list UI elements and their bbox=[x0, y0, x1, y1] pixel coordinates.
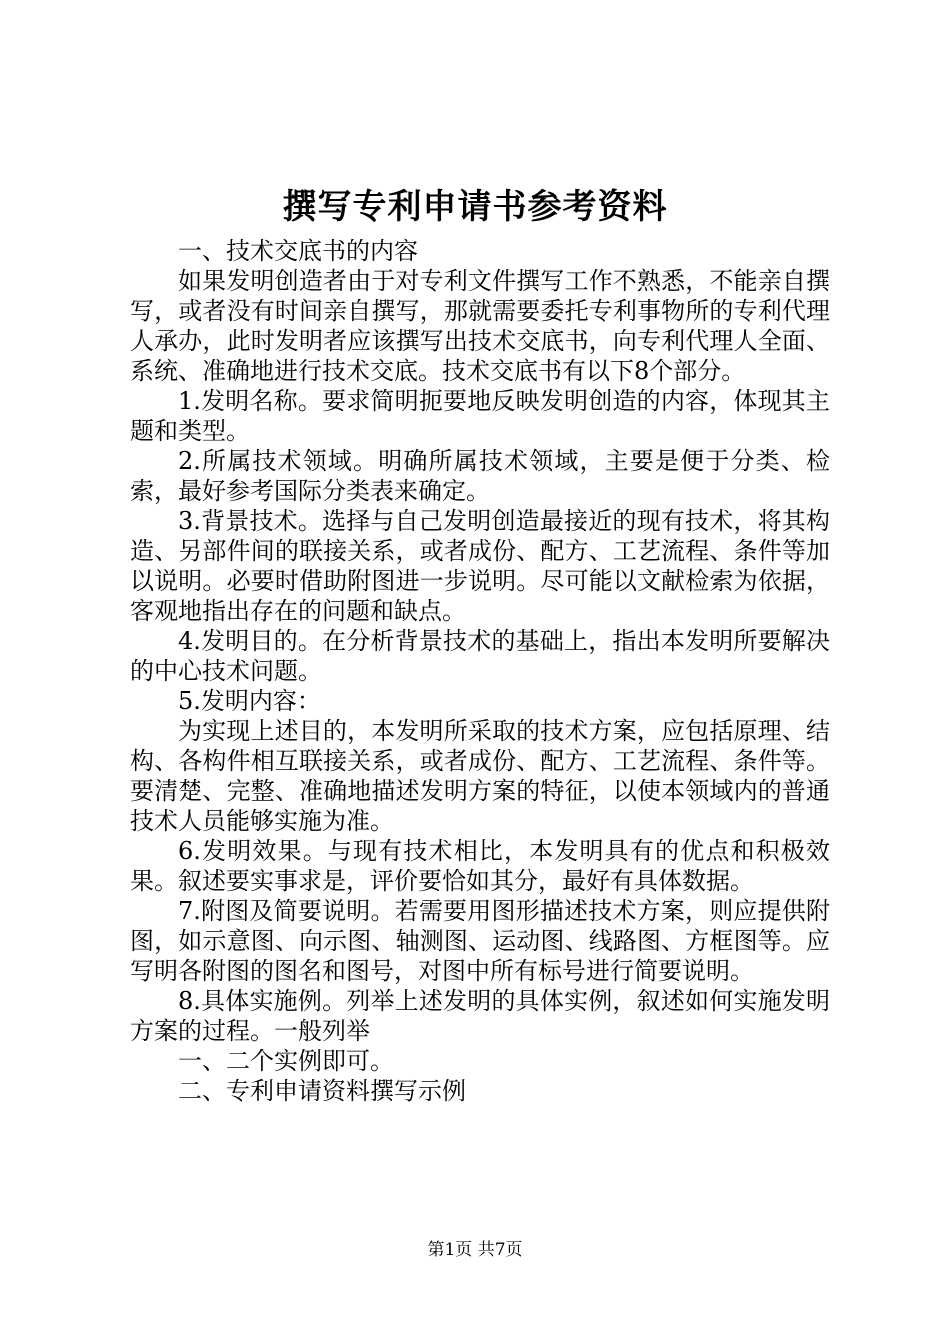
item-6-paragraph: 6.发明效果。与现有技术相比，本发明具有的优点和积极效果。叙述要实事求是，评价要恰如其分，最好有具体数据。 bbox=[130, 837, 830, 895]
item-7-paragraph: 7.附图及简要说明。若需要用图形描述技术方案，则应提供附图，如示意图、向示图、轴测图、运动图、线路图、方框图等。应写明各附图的图名和图号，对图中所有标号进行简要说明。 bbox=[130, 897, 830, 985]
intro-paragraph: 如果发明创造者由于对专利文件撰写工作不熟悉，不能亲自撰写，或者没有时间亲自撰写，那就需要委托专利事物所的专利代理人承办，此时发明者应该撰写出技术交底书，向专利代理人全面、系统、准确地进行技术交底。技术交底书有以下8个部分。 bbox=[130, 267, 830, 385]
item-5-heading: 5.发明内容： bbox=[178, 687, 321, 715]
item-8-paragraph: 8.具体实施例。列举上述发明的具体实例，叙述如何实施发明方案的过程。一般列举 bbox=[130, 987, 830, 1045]
item-3-paragraph: 3.背景技术。选择与自己发明创造最接近的现有技术，将其构造、另部件间的联接关系，或者成份、配方、工艺流程、条件等加以说明。必要时借助附图进一步说明。尽可能以文献检索为依据，客观地指出存在的问题和缺点。 bbox=[130, 507, 830, 625]
section-heading-1: 一、技术交底书的内容 bbox=[178, 237, 418, 265]
item-8-continuation: 一、二个实例即可。 bbox=[178, 1047, 394, 1075]
item-1-paragraph: 1.发明名称。要求简明扼要地反映发明创造的内容，体现其主题和类型。 bbox=[130, 387, 830, 445]
section-heading-2: 二、专利申请资料撰写示例 bbox=[178, 1077, 466, 1105]
item-4-paragraph: 4.发明目的。在分析背景技术的基础上，指出本发明所要解决的中心技术问题。 bbox=[130, 627, 830, 685]
document-title: 撰写专利申请书参考资料 bbox=[282, 187, 668, 227]
page-number-footer: 第1页 共7页 bbox=[427, 1240, 523, 1260]
item-2-paragraph: 2.所属技术领域。明确所属技术领域，主要是便于分类、检索，最好参考国际分类表来确定。 bbox=[130, 447, 830, 505]
item-5-paragraph: 为实现上述目的，本发明所采取的技术方案，应包括原理、结构、各构件相互联接关系，或者成份、配方、工艺流程、条件等。要清楚、完整、准确地描述发明方案的特征，以使本领域内的普通技术人员能够实施为准。 bbox=[130, 717, 830, 835]
document-body bbox=[130, 236, 830, 1106]
